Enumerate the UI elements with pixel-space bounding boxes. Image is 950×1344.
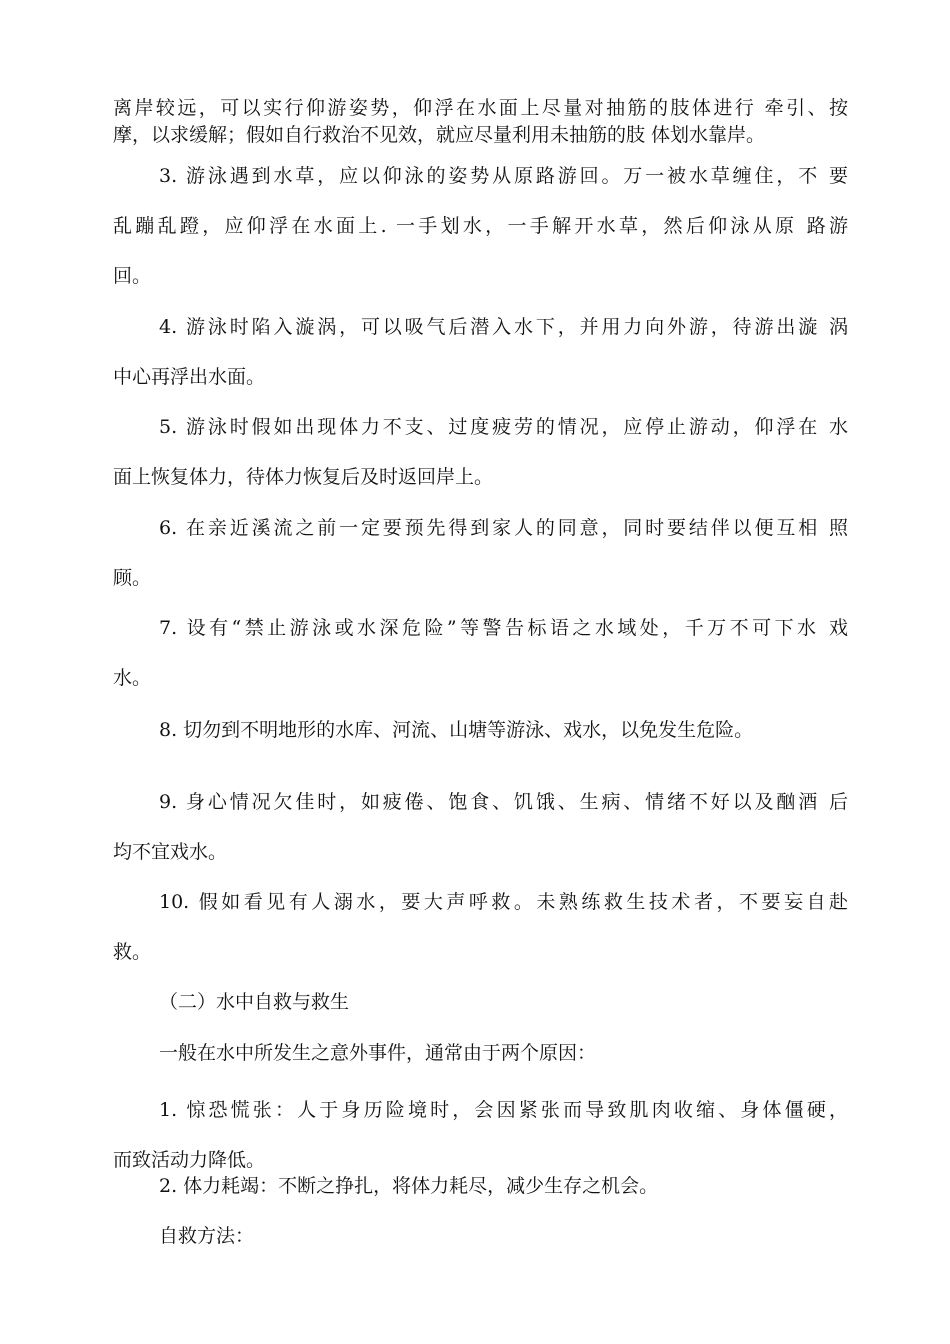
text-line: 摩，以求缓解；假如自行救治不见效，就应尽量利用未抽筋的肢 体划水靠岸。 <box>113 124 766 146</box>
list-item-6: 6. 在亲近溪流之前一定要预先得到家人的同意，同时要结伴以便互相 照 <box>159 517 848 539</box>
text-line: 中心再浮出水面。 <box>113 366 266 388</box>
text-line: 均不宜戏水。 <box>113 841 228 863</box>
text-line: 顾。 <box>113 567 152 589</box>
list-item-8: 8. 切勿到不明地形的水库、河流、山塘等游泳、戏水，以免发生危险。 <box>159 719 754 741</box>
list-item-7: 7. 设有“禁止游泳或水深危险”等警告标语之水域处，千万不可下水 戏 <box>159 617 848 639</box>
list-item-9: 9. 身心情况欠佳时，如疲倦、饱食、饥饿、生病、情绪不好以及酗酒 后 <box>159 791 848 813</box>
list-item-10: 10. 假如看见有人溺水，要大声呼救。未熟练救生技术者，不要妄自赴 <box>159 891 848 913</box>
text-line: 回。 <box>113 265 152 287</box>
cause-item-1: 1. 惊恐慌张：人于身历险境时，会因紧张而导致肌肉收缩、身体僵硬， <box>159 1099 848 1121</box>
paragraph: 一般在水中所发生之意外事件，通常由于两个原因： <box>159 1042 597 1064</box>
text-line: 面上恢复体力，待体力恢复后及时返回岸上。 <box>113 466 494 488</box>
section-heading: （二）水中自救与救生 <box>159 991 350 1013</box>
list-item-5: 5. 游泳时假如出现体力不支、过度疲劳的情况，应停止游动，仰浮在 水 <box>159 416 848 438</box>
text-line: 离岸较远，可以实行仰游姿势，仰浮在水面上尽量对抽筋的肢体进行 牵引、按 <box>113 97 848 119</box>
text-line: 而致活动力降低。 <box>113 1149 266 1171</box>
cause-item-2: 2. 体力耗竭：不断之挣扎，将体力耗尽，减少生存之机会。 <box>159 1175 659 1197</box>
text-line: 救。 <box>113 941 152 963</box>
list-item-4: 4. 游泳时陷入漩涡，可以吸气后潜入水下，并用力向外游，待游出漩 涡 <box>159 316 848 338</box>
text-line: 乱蹦乱蹬，应仰浮在水面上. 一手划水，一手解开水草，然后仰泳从原 路游 <box>113 215 848 237</box>
text-line: 水。 <box>113 667 152 689</box>
list-item-3: 3. 游泳遇到水草，应以仰泳的姿势从原路游回。万一被水草缠住，不 要 <box>159 165 848 187</box>
subheading: 自救方法： <box>159 1225 255 1247</box>
